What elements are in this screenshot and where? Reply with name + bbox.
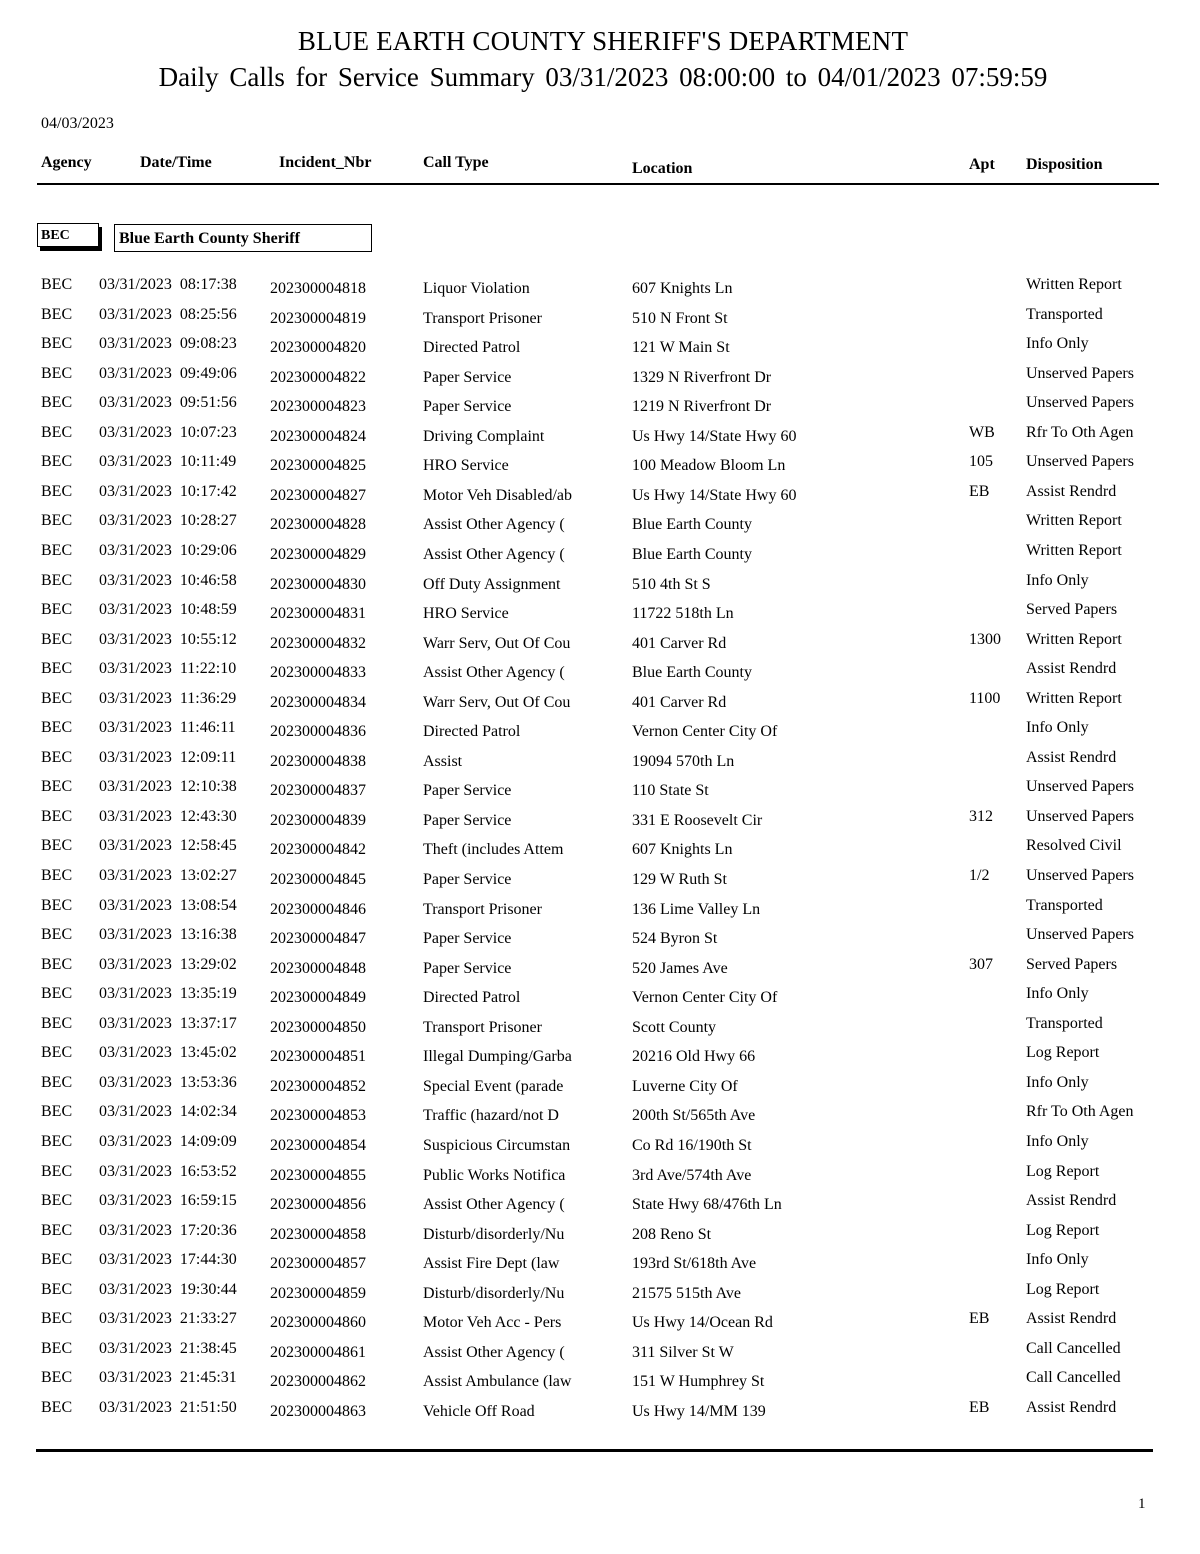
cell-datetime: 03/31/2023 14:02:34	[99, 1103, 237, 1121]
cell-disposition: Served Papers	[1026, 955, 1118, 973]
cell-call-type: Illegal Dumping/Garba	[423, 1048, 572, 1066]
table-row	[0, 595, 1200, 625]
cell-call-type: Warr Serv, Out Of Cou	[423, 693, 571, 711]
column-header-datetime: Date/Time	[140, 154, 212, 171]
cell-location: Us Hwy 14/MM 139	[632, 1402, 766, 1420]
table-row	[0, 1186, 1200, 1216]
cell-datetime: 03/31/2023 09:08:23	[99, 335, 237, 353]
cell-disposition: Info Only	[1026, 1251, 1089, 1269]
cell-location: Us Hwy 14/State Hwy 60	[632, 427, 797, 445]
table-row	[0, 920, 1200, 950]
cell-datetime: 03/31/2023 11:22:10	[99, 660, 237, 678]
table-row	[0, 654, 1200, 684]
footer-rule	[36, 1449, 1153, 1452]
cell-incident: 202300004849	[270, 989, 366, 1007]
cell-incident: 202300004854	[270, 1136, 366, 1154]
cell-incident: 202300004820	[270, 339, 366, 357]
cell-location: 121 W Main St	[632, 339, 730, 357]
cell-apt: 307	[969, 955, 993, 973]
cell-disposition: Call Cancelled	[1026, 1339, 1121, 1357]
cell-disposition: Rfr To Oth Agen	[1026, 1103, 1134, 1121]
cell-incident: 202300004822	[270, 368, 366, 386]
cell-incident: 202300004824	[270, 427, 366, 445]
cell-disposition: Served Papers	[1026, 601, 1118, 619]
cell-datetime: 03/31/2023 13:35:19	[99, 985, 237, 1003]
table-row	[0, 506, 1200, 536]
cell-location: Luverne City Of	[632, 1077, 738, 1095]
cell-incident: 202300004863	[270, 1402, 366, 1420]
calls-table	[0, 270, 1200, 1420]
table-row	[0, 1334, 1200, 1364]
cell-agency: BEC	[41, 1221, 73, 1239]
cell-incident: 202300004858	[270, 1225, 366, 1243]
cell-agency: BEC	[41, 926, 73, 944]
cell-call-type: Assist	[423, 752, 463, 770]
cell-incident: 202300004831	[270, 605, 366, 623]
cell-datetime: 03/31/2023 09:49:06	[99, 364, 237, 382]
cell-datetime: 03/31/2023 16:59:15	[99, 1192, 237, 1210]
table-row	[0, 1068, 1200, 1098]
report-subtitle: Daily Calls for Service Summary 03/31/2023 08:00:00 to 04/01/2023 07:59:59	[158, 62, 1048, 92]
cell-datetime: 03/31/2023 13:29:02	[99, 955, 237, 973]
column-header-incident: Incident_Nbr	[279, 154, 372, 171]
cell-incident: 202300004832	[270, 634, 366, 652]
cell-datetime: 03/31/2023 08:17:38	[99, 276, 237, 293]
cell-location: 311 Silver St W	[632, 1343, 734, 1361]
table-row	[0, 359, 1200, 389]
cell-location: Vernon Center City Of	[632, 989, 778, 1007]
cell-location: 1329 N Riverfront Dr	[632, 368, 772, 386]
cell-disposition: Transported	[1026, 1014, 1103, 1032]
cell-location: 208 Reno St	[632, 1225, 712, 1243]
cell-disposition: Info Only	[1026, 719, 1089, 737]
cell-location: 510 N Front St	[632, 309, 728, 327]
cell-disposition: Written Report	[1026, 541, 1122, 559]
cell-agency: BEC	[41, 512, 73, 530]
cell-datetime: 03/31/2023 10:29:06	[99, 541, 237, 559]
cell-datetime: 03/31/2023 12:43:30	[99, 807, 237, 825]
cell-location: 193rd St/618th Ave	[632, 1255, 757, 1273]
cell-agency: BEC	[41, 719, 73, 737]
cell-agency: BEC	[41, 276, 73, 293]
table-row	[0, 1393, 1200, 1423]
table-row	[0, 625, 1200, 655]
cell-call-type: Paper Service	[423, 930, 512, 948]
cell-location: 1219 N Riverfront Dr	[632, 398, 772, 416]
cell-agency: BEC	[41, 1073, 73, 1091]
cell-disposition: Unserved Papers	[1026, 926, 1134, 944]
table-row	[0, 713, 1200, 743]
cell-disposition: Resolved Civil	[1026, 837, 1122, 855]
cell-agency: BEC	[41, 1369, 73, 1387]
cell-apt: 1300	[969, 630, 1001, 648]
cell-disposition: Info Only	[1026, 985, 1089, 1003]
cell-location: Scott County	[632, 1018, 717, 1036]
cell-disposition: Unserved Papers	[1026, 394, 1134, 412]
column-header-call-type: Call Type	[423, 154, 489, 171]
cell-agency: BEC	[41, 571, 73, 589]
cell-location: Us Hwy 14/State Hwy 60	[632, 486, 797, 504]
cell-disposition: Unserved Papers	[1026, 778, 1134, 796]
table-row	[0, 566, 1200, 596]
cell-datetime: 03/31/2023 10:46:58	[99, 571, 237, 589]
cell-datetime: 03/31/2023 09:51:56	[99, 394, 237, 412]
cell-incident: 202300004846	[270, 900, 366, 918]
table-row	[0, 891, 1200, 921]
cell-agency: BEC	[41, 1014, 73, 1032]
cell-datetime: 03/31/2023 17:44:30	[99, 1251, 237, 1269]
cell-disposition: Unserved Papers	[1026, 867, 1134, 884]
cell-location: 401 Carver Rd	[632, 634, 727, 652]
cell-datetime: 03/31/2023 21:51:50	[99, 1398, 237, 1416]
print-date: 04/03/2023	[41, 115, 114, 132]
cell-incident: 202300004845	[270, 871, 366, 888]
cell-call-type: Transport Prisoner	[423, 1018, 542, 1036]
table-row	[0, 1127, 1200, 1157]
cell-agency: BEC	[41, 748, 73, 766]
cell-datetime: 03/31/2023 10:07:23	[99, 423, 237, 441]
cell-call-type: Warr Serv, Out Of Cou	[423, 634, 571, 652]
cell-disposition: Assist Rendrd	[1026, 748, 1117, 766]
column-header-apt: Apt	[969, 156, 995, 173]
cell-location: Blue Earth County	[632, 545, 752, 563]
table-row	[0, 1245, 1200, 1275]
cell-disposition: Log Report	[1026, 1221, 1100, 1239]
table-row	[0, 1216, 1200, 1246]
cell-agency: BEC	[41, 1162, 73, 1180]
cell-datetime: 03/31/2023 16:53:52	[99, 1162, 237, 1180]
cell-agency: BEC	[41, 364, 73, 382]
cell-incident: 202300004823	[270, 398, 366, 416]
cell-location: 20216 Old Hwy 66	[632, 1048, 756, 1066]
cell-disposition: Unserved Papers	[1026, 807, 1134, 825]
column-header-disposition: Disposition	[1026, 156, 1103, 173]
cell-location: 607 Knights Ln	[632, 841, 733, 859]
cell-datetime: 03/31/2023 11:36:29	[99, 689, 237, 707]
table-row	[0, 684, 1200, 714]
cell-apt: EB	[969, 1398, 990, 1416]
cell-agency: BEC	[41, 394, 73, 412]
cell-disposition: Info Only	[1026, 1073, 1089, 1091]
table-row	[0, 329, 1200, 359]
header-rule	[37, 183, 1159, 185]
cell-datetime: 03/31/2023 13:37:17	[99, 1014, 237, 1032]
cell-incident: 202300004862	[270, 1373, 366, 1391]
cell-apt: WB	[969, 423, 995, 441]
cell-disposition: Info Only	[1026, 571, 1089, 589]
cell-datetime: 03/31/2023 10:17:42	[99, 482, 237, 500]
cell-disposition: Unserved Papers	[1026, 453, 1134, 471]
cell-incident: 202300004852	[270, 1077, 366, 1095]
cell-agency: BEC	[41, 896, 73, 914]
cell-location: 524 Byron St	[632, 930, 718, 948]
cell-location: 136 Lime Valley Ln	[632, 900, 761, 918]
cell-disposition: Log Report	[1026, 1280, 1100, 1298]
cell-call-type: Motor Veh Acc - Pers	[423, 1314, 562, 1332]
cell-incident: 202300004847	[270, 930, 366, 948]
cell-disposition: Log Report	[1026, 1162, 1100, 1180]
cell-agency: BEC	[41, 1280, 73, 1298]
cell-datetime: 03/31/2023 21:45:31	[99, 1369, 237, 1387]
cell-agency: BEC	[41, 837, 73, 855]
table-row	[0, 772, 1200, 802]
cell-incident: 202300004827	[270, 486, 366, 504]
cell-agency: BEC	[41, 985, 73, 1003]
cell-agency: BEC	[41, 1132, 73, 1150]
cell-disposition: Written Report	[1026, 512, 1122, 530]
cell-call-type: Paper Service	[423, 368, 512, 386]
table-row	[0, 447, 1200, 477]
cell-apt: 1/2	[969, 867, 990, 884]
cell-apt: 312	[969, 807, 993, 825]
cell-location: 110 State St	[632, 782, 709, 800]
cell-call-type: Paper Service	[423, 871, 512, 888]
cell-location: 520 James Ave	[632, 959, 728, 977]
cell-location: 200th St/565th Ave	[632, 1107, 756, 1125]
cell-incident: 202300004853	[270, 1107, 366, 1125]
cell-disposition: Transported	[1026, 305, 1103, 323]
cell-datetime: 03/31/2023 12:58:45	[99, 837, 237, 855]
cell-call-type: Assist Fire Dept (law	[423, 1255, 560, 1273]
cell-agency: BEC	[41, 601, 73, 619]
cell-call-type: Driving Complaint	[423, 427, 545, 445]
cell-call-type: HRO Service	[423, 457, 509, 475]
cell-location: 100 Meadow Bloom Ln	[632, 457, 786, 475]
cell-datetime: 03/31/2023 10:48:59	[99, 601, 237, 619]
table-row	[0, 1363, 1200, 1393]
cell-incident: 202300004838	[270, 752, 366, 770]
cell-call-type: Traffic (hazard/not D	[423, 1107, 559, 1125]
cell-incident: 202300004829	[270, 545, 366, 563]
cell-disposition: Written Report	[1026, 630, 1122, 648]
agency-code-box: BEC	[37, 223, 99, 247]
cell-location: State Hwy 68/476th Ln	[632, 1196, 782, 1214]
cell-call-type: HRO Service	[423, 605, 509, 623]
cell-disposition: Assist Rendrd	[1026, 1310, 1117, 1328]
cell-agency: BEC	[41, 660, 73, 678]
cell-incident: 202300004850	[270, 1018, 366, 1036]
cell-agency: BEC	[41, 689, 73, 707]
table-row	[0, 388, 1200, 418]
cell-call-type: Assist Other Agency (	[423, 545, 565, 563]
cell-call-type: Motor Veh Disabled/ab	[423, 486, 573, 504]
table-row	[0, 1304, 1200, 1334]
cell-agency: BEC	[41, 453, 73, 471]
cell-agency: BEC	[41, 423, 73, 441]
cell-agency: BEC	[41, 1103, 73, 1121]
table-row	[0, 743, 1200, 773]
table-row	[0, 536, 1200, 566]
cell-incident: 202300004859	[270, 1284, 366, 1302]
cell-datetime: 03/31/2023 13:53:36	[99, 1073, 237, 1091]
cell-incident: 202300004857	[270, 1255, 366, 1273]
cell-datetime: 03/31/2023 10:28:27	[99, 512, 237, 530]
cell-apt: EB	[969, 482, 990, 500]
cell-call-type: Assist Other Agency (	[423, 1196, 565, 1214]
cell-incident: 202300004818	[270, 280, 366, 297]
cell-datetime: 03/31/2023 13:45:02	[99, 1044, 237, 1062]
cell-agency: BEC	[41, 1310, 73, 1328]
cell-incident: 202300004860	[270, 1314, 366, 1332]
agency-name-box: Blue Earth County Sheriff	[114, 224, 372, 252]
cell-agency: BEC	[41, 1192, 73, 1210]
cell-agency: BEC	[41, 482, 73, 500]
cell-location: 129 W Ruth St	[632, 871, 727, 888]
cell-location: 19094 570th Ln	[632, 752, 735, 770]
cell-datetime: 03/31/2023 17:20:36	[99, 1221, 237, 1239]
cell-location: 607 Knights Ln	[632, 280, 733, 297]
table-row	[0, 950, 1200, 980]
cell-call-type: Off Duty Assignment	[423, 575, 561, 593]
cell-incident: 202300004848	[270, 959, 366, 977]
cell-agency: BEC	[41, 1251, 73, 1269]
cell-call-type: Paper Service	[423, 959, 512, 977]
cell-disposition: Assist Rendrd	[1026, 482, 1117, 500]
cell-call-type: Transport Prisoner	[423, 900, 542, 918]
cell-datetime: 03/31/2023 13:08:54	[99, 896, 237, 914]
cell-call-type: Theft (includes Attem	[423, 841, 564, 859]
cell-apt: 1100	[969, 689, 1001, 707]
cell-disposition: Assist Rendrd	[1026, 1398, 1117, 1416]
cell-agency: BEC	[41, 778, 73, 796]
cell-location: 401 Carver Rd	[632, 693, 727, 711]
cell-agency: BEC	[41, 955, 73, 973]
report-title: BLUE EARTH COUNTY SHERIFF'S DEPARTMENT	[297, 26, 909, 56]
column-header-location: Location	[632, 160, 693, 177]
cell-disposition: Written Report	[1026, 689, 1122, 707]
cell-call-type: Suspicious Circumstan	[423, 1136, 571, 1154]
table-row	[0, 1097, 1200, 1127]
cell-call-type: Disturb/disorderly/Nu	[423, 1284, 565, 1302]
cell-incident: 202300004855	[270, 1166, 366, 1184]
cell-datetime: 03/31/2023 21:38:45	[99, 1339, 237, 1357]
cell-location: 21575 515th Ave	[632, 1284, 742, 1302]
table-row	[0, 831, 1200, 861]
column-header-agency: Agency	[41, 154, 92, 171]
cell-agency: BEC	[41, 1044, 73, 1062]
cell-call-type: Paper Service	[423, 398, 512, 416]
cell-datetime: 03/31/2023 10:11:49	[99, 453, 237, 471]
cell-agency: BEC	[41, 1398, 73, 1416]
cell-disposition: Unserved Papers	[1026, 364, 1134, 382]
cell-agency: BEC	[41, 1339, 73, 1357]
cell-agency: BEC	[41, 630, 73, 648]
cell-apt: 105	[969, 453, 993, 471]
cell-incident: 202300004819	[270, 309, 366, 327]
cell-location: 510 4th St S	[632, 575, 711, 593]
cell-incident: 202300004828	[270, 516, 366, 534]
cell-call-type: Paper Service	[423, 782, 512, 800]
cell-incident: 202300004833	[270, 664, 366, 682]
cell-disposition: Info Only	[1026, 335, 1089, 353]
cell-disposition: Rfr To Oth Agen	[1026, 423, 1134, 441]
cell-location: Co Rd 16/190th St	[632, 1136, 752, 1154]
cell-call-type: Assist Other Agency (	[423, 1343, 565, 1361]
cell-location: Vernon Center City Of	[632, 723, 778, 741]
cell-location: 151 W Humphrey St	[632, 1373, 765, 1391]
table-row	[0, 1275, 1200, 1305]
cell-call-type: Vehicle Off Road	[423, 1402, 535, 1420]
cell-location: 331 E Roosevelt Cir	[632, 811, 763, 829]
cell-disposition: Transported	[1026, 896, 1103, 914]
cell-call-type: Assist Ambulance (law	[423, 1373, 572, 1391]
cell-call-type: Assist Other Agency (	[423, 664, 565, 682]
cell-agency: BEC	[41, 305, 73, 323]
cell-disposition: Log Report	[1026, 1044, 1100, 1062]
cell-disposition: Assist Rendrd	[1026, 1192, 1117, 1210]
cell-datetime: 03/31/2023 11:46:11	[99, 719, 236, 737]
cell-agency: BEC	[41, 335, 73, 353]
table-row	[0, 418, 1200, 448]
cell-datetime: 03/31/2023 12:09:11	[99, 748, 237, 766]
cell-call-type: Directed Patrol	[423, 339, 521, 357]
table-row	[0, 477, 1200, 507]
cell-datetime: 03/31/2023 13:02:27	[99, 867, 237, 884]
table-row	[0, 1009, 1200, 1039]
table-row	[0, 1157, 1200, 1187]
cell-call-type: Transport Prisoner	[423, 309, 542, 327]
cell-location: Blue Earth County	[632, 664, 752, 682]
cell-incident: 202300004851	[270, 1048, 366, 1066]
cell-call-type: Paper Service	[423, 811, 512, 829]
cell-datetime: 03/31/2023 08:25:56	[99, 305, 237, 323]
cell-disposition: Written Report	[1026, 276, 1122, 293]
cell-call-type: Public Works Notifica	[423, 1166, 566, 1184]
cell-call-type: Disturb/disorderly/Nu	[423, 1225, 565, 1243]
cell-incident: 202300004836	[270, 723, 366, 741]
cell-agency: BEC	[41, 867, 73, 884]
cell-datetime: 03/31/2023 21:33:27	[99, 1310, 237, 1328]
cell-agency: BEC	[41, 807, 73, 825]
cell-location: Us Hwy 14/Ocean Rd	[632, 1314, 773, 1332]
cell-incident: 202300004837	[270, 782, 366, 800]
cell-call-type: Liquor Violation	[423, 280, 530, 297]
cell-incident: 202300004834	[270, 693, 366, 711]
cell-call-type: Special Event (parade	[423, 1077, 564, 1095]
table-row	[0, 802, 1200, 832]
cell-incident: 202300004861	[270, 1343, 366, 1361]
table-row	[0, 1038, 1200, 1068]
cell-incident: 202300004856	[270, 1196, 366, 1214]
cell-location: Blue Earth County	[632, 516, 752, 534]
cell-apt: EB	[969, 1310, 990, 1328]
cell-disposition: Info Only	[1026, 1132, 1089, 1150]
cell-datetime: 03/31/2023 10:55:12	[99, 630, 237, 648]
cell-call-type: Directed Patrol	[423, 989, 521, 1007]
cell-disposition: Call Cancelled	[1026, 1369, 1121, 1387]
cell-disposition: Assist Rendrd	[1026, 660, 1117, 678]
cell-datetime: 03/31/2023 12:10:38	[99, 778, 237, 796]
table-row	[0, 979, 1200, 1009]
cell-incident: 202300004825	[270, 457, 366, 475]
page-number: 1	[1138, 1496, 1146, 1512]
cell-incident: 202300004839	[270, 811, 366, 829]
cell-datetime: 03/31/2023 14:09:09	[99, 1132, 237, 1150]
table-row	[0, 300, 1200, 330]
cell-agency: BEC	[41, 541, 73, 559]
cell-location: 3rd Ave/574th Ave	[632, 1166, 752, 1184]
cell-call-type: Directed Patrol	[423, 723, 521, 741]
table-row	[0, 861, 1200, 891]
cell-incident: 202300004842	[270, 841, 366, 859]
cell-datetime: 03/31/2023 13:16:38	[99, 926, 237, 944]
table-row	[0, 270, 1200, 300]
cell-incident: 202300004830	[270, 575, 366, 593]
cell-location: 11722 518th Ln	[632, 605, 734, 623]
cell-datetime: 03/31/2023 19:30:44	[99, 1280, 237, 1298]
cell-call-type: Assist Other Agency (	[423, 516, 565, 534]
